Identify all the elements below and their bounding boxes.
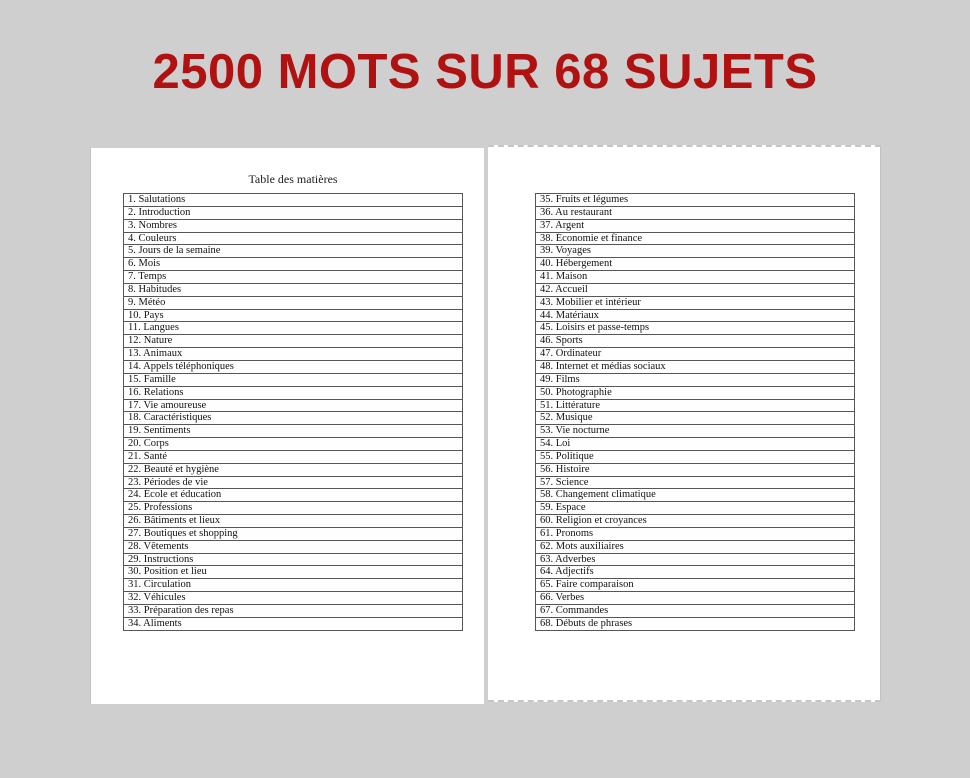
toc-row: 5. Jours de la semaine [124, 245, 462, 258]
toc-table-left [123, 193, 463, 631]
toc-row: 51. Littérature [536, 400, 854, 413]
toc-row: 19. Sentiments [124, 425, 462, 438]
toc-row: 42. Accueil [536, 284, 854, 297]
toc-row: 59. Espace [536, 502, 854, 515]
toc-row: 37. Argent [536, 220, 854, 233]
toc-row: 65. Faire comparaison [536, 579, 854, 592]
toc-row: 66. Verbes [536, 592, 854, 605]
toc-row: 61. Pronoms [536, 528, 854, 541]
toc-row: 38. Économie et finance [536, 233, 854, 246]
toc-row: 12. Nature [124, 335, 462, 348]
toc-row: 11. Langues [124, 322, 462, 335]
toc-row: 68. Débuts de phrases [536, 618, 854, 631]
toc-row: 39. Voyages [536, 245, 854, 258]
toc-row: 54. Loi [536, 438, 854, 451]
toc-row: 28. Vêtements [124, 541, 462, 554]
toc-row: 8. Habitudes [124, 284, 462, 297]
toc-row: 56. Histoire [536, 464, 854, 477]
toc-row: 52. Musique [536, 412, 854, 425]
toc-row: 41. Maison [536, 271, 854, 284]
toc-row: 47. Ordinateur [536, 348, 854, 361]
toc-row: 2. Introduction [124, 207, 462, 220]
toc-row: 26. Bâtiments et lieux [124, 515, 462, 528]
toc-row: 18. Caractéristiques [124, 412, 462, 425]
toc-row: 53. Vie nocturne [536, 425, 854, 438]
toc-row: 10. Pays [124, 310, 462, 323]
toc-row: 45. Loisirs et passe-temps [536, 322, 854, 335]
toc-row: 4. Couleurs [124, 233, 462, 246]
toc-row: 43. Mobilier et intérieur [536, 297, 854, 310]
toc-row: 57. Science [536, 477, 854, 490]
toc-row: 25. Professions [124, 502, 462, 515]
toc-row: 46. Sports [536, 335, 854, 348]
book-page-left [90, 148, 484, 704]
toc-row: 64. Adjectifs [536, 566, 854, 579]
toc-heading: Table des matières [248, 172, 338, 186]
toc-row: 22. Beauté et hygiène [124, 464, 462, 477]
toc-row: 50. Photographie [536, 387, 854, 400]
toc-row: 48. Internet et médias sociaux [536, 361, 854, 374]
toc-row: 21. Santé [124, 451, 462, 464]
toc-row: 62. Mots auxiliaires [536, 541, 854, 554]
toc-row: 31. Circulation [124, 579, 462, 592]
toc-row: 60. Religion et croyances [536, 515, 854, 528]
toc-row: 7. Temps [124, 271, 462, 284]
toc-row: 9. Météo [124, 297, 462, 310]
toc-table-right [535, 193, 855, 631]
book-page-right [488, 145, 881, 702]
toc-row: 16. Relations [124, 387, 462, 400]
toc-row: 34. Aliments [124, 618, 462, 631]
toc-row: 55. Politique [536, 451, 854, 464]
toc-row: 63. Adverbes [536, 554, 854, 567]
toc-row: 3. Nombres [124, 220, 462, 233]
toc-row: 35. Fruits et légumes [536, 194, 854, 207]
toc-row: 29. Instructions [124, 554, 462, 567]
toc-row: 1. Salutations [124, 194, 462, 207]
toc-row: 6. Mois [124, 258, 462, 271]
toc-row: 13. Animaux [124, 348, 462, 361]
toc-row: 17. Vie amoureuse [124, 400, 462, 413]
page-title: 2500 MOTS SUR 68 SUJETS [152, 45, 818, 99]
toc-row: 58. Changement climatique [536, 489, 854, 502]
toc-row: 44. Matériaux [536, 310, 854, 323]
toc-row: 30. Position et lieu [124, 566, 462, 579]
toc-row: 20. Corps [124, 438, 462, 451]
toc-row: 15. Famille [124, 374, 462, 387]
toc-row: 27. Boutiques et shopping [124, 528, 462, 541]
toc-row: 67. Commandes [536, 605, 854, 618]
toc-row: 24. École et éducation [124, 489, 462, 502]
toc-row: 49. Films [536, 374, 854, 387]
toc-row: 32. Véhicules [124, 592, 462, 605]
toc-row: 40. Hébergement [536, 258, 854, 271]
toc-row: 33. Préparation des repas [124, 605, 462, 618]
toc-row: 36. Au restaurant [536, 207, 854, 220]
toc-row: 23. Périodes de vie [124, 477, 462, 490]
toc-row: 14. Appels téléphoniques [124, 361, 462, 374]
